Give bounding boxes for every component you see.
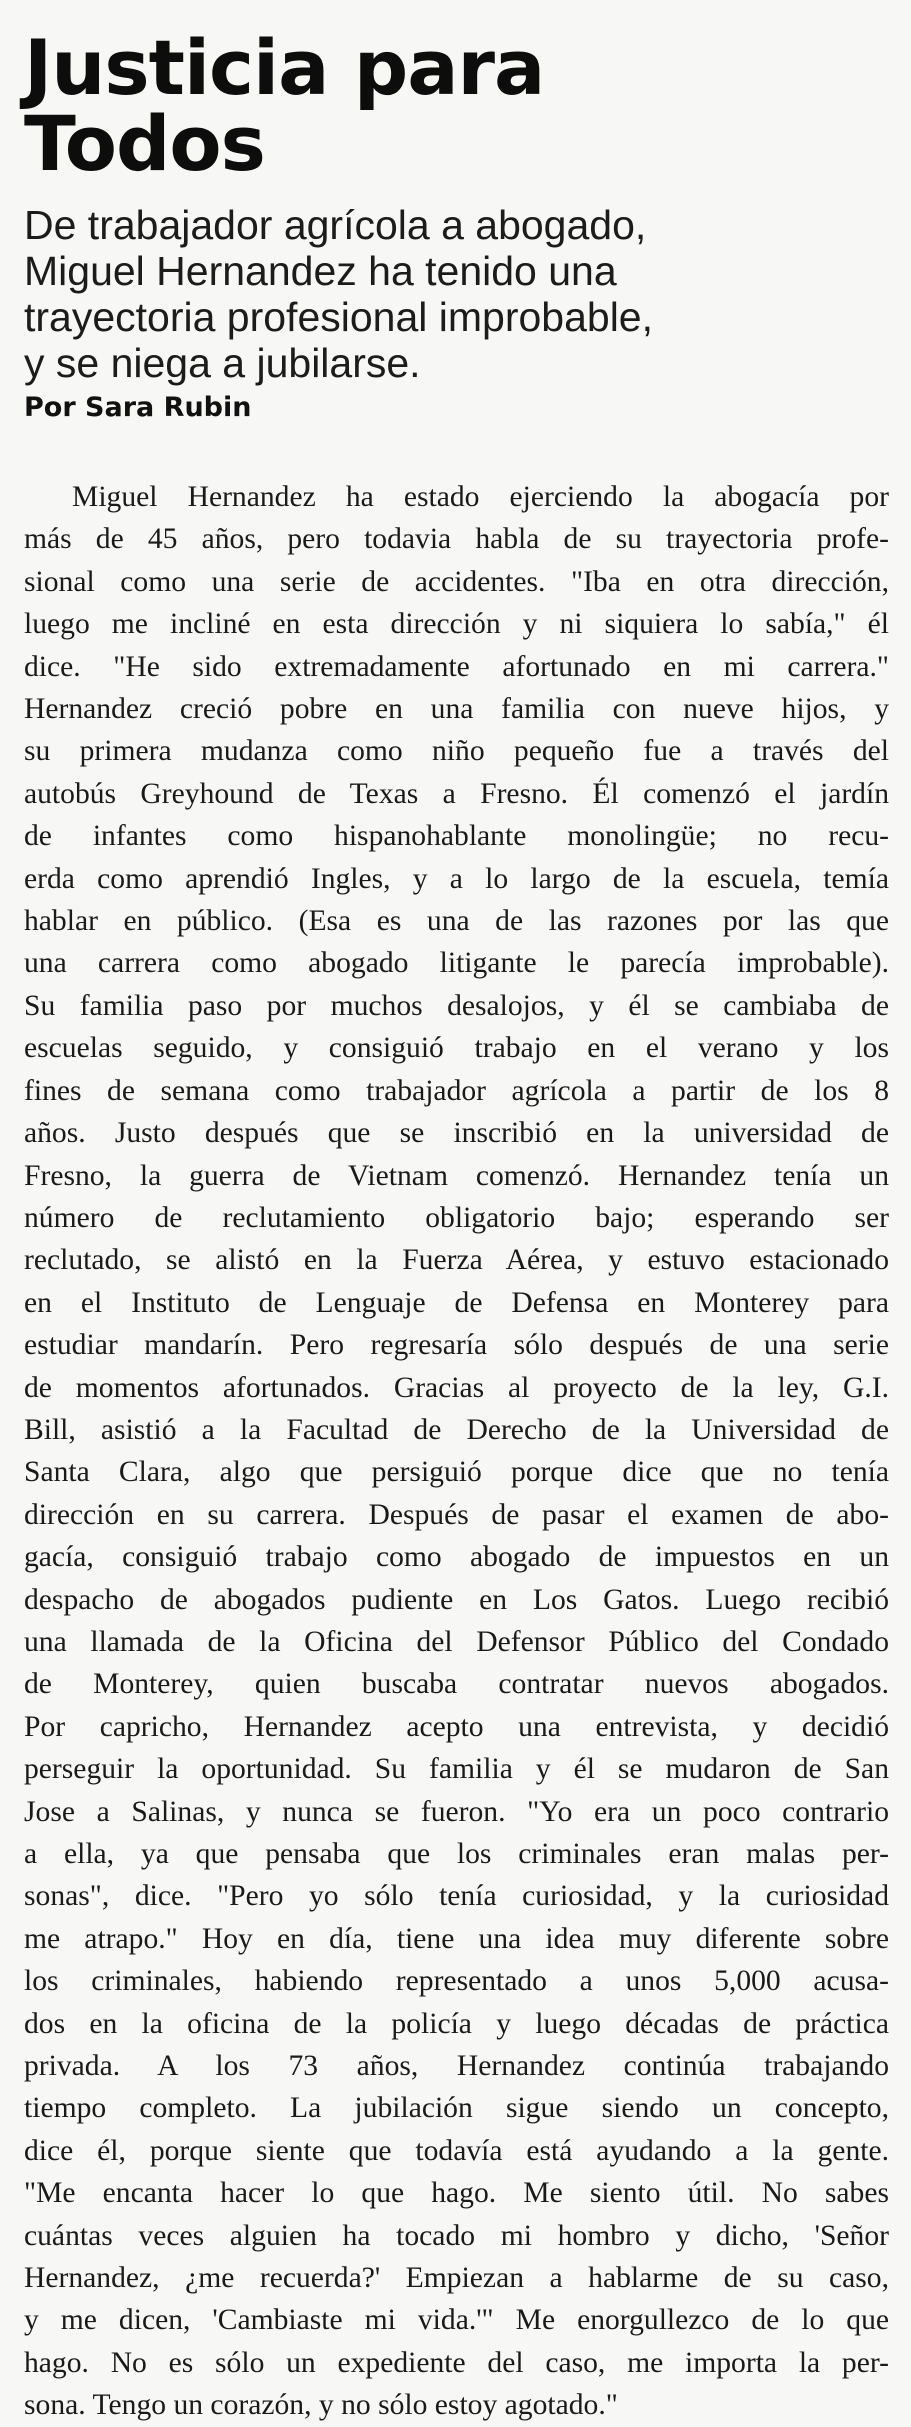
- body-line: Hernandez, ¿me recuerda?' Empiezan a hablarme de su caso,: [24, 2262, 889, 2295]
- body-line: una llamada de la Oficina del Defensor Público del Condado: [24, 1625, 889, 1658]
- body-line: de Monterey, quien buscaba contratar nuevos abogados.: [24, 1668, 889, 1701]
- body-line: Hernandez creció pobre en una familia con nueve hijos, y: [24, 693, 889, 726]
- body-line: erda como aprendió Ingles, y a lo largo de la escuela, temía: [24, 862, 889, 895]
- body-line: de momentos afortunados. Gracias al proyecto de la ley, G.I.: [24, 1371, 889, 1404]
- article-dek: [24, 202, 889, 386]
- body-line: una carrera como abogado litigante le parecía improbable).: [24, 947, 889, 980]
- body-line: sona. Tengo un corazón, y no sólo estoy agotado.": [24, 2389, 618, 2422]
- dek-line: Miguel Hernandez ha tenido una: [24, 248, 617, 294]
- body-line: sonas", dice. "Pero yo sólo tenía curiosidad, y la curiosidad: [24, 1880, 889, 1913]
- body-line: y me dicen, 'Cambiaste mi vida.'" Me enorgullezco de lo que: [24, 2304, 889, 2337]
- dek-line: y se niega a jubilarse.: [24, 340, 421, 386]
- body-line: dice. "He sido extremadamente afortunado en mi carrera.": [24, 650, 889, 683]
- body-line: los criminales, habiendo representado a unos 5,000 acusa-: [24, 1965, 889, 1998]
- body-line: a ella, ya que pensaba que los criminales eran malas per-: [24, 1838, 889, 1870]
- body-line: luego me incliné en esta dirección y ni siquiera lo sabía," él: [24, 608, 889, 641]
- body-line: me atrapo." Hoy en día, tiene una idea muy diferente sobre: [24, 1922, 889, 1955]
- body-line: hablar en público. (Esa es una de las razones por las que: [24, 905, 889, 938]
- body-line: Su familia paso por muchos desalojos, y él se cambiaba de: [24, 989, 889, 1022]
- body-line: tiempo completo. La jubilación sigue siendo un concepto,: [24, 2092, 889, 2125]
- body-line: Miguel Hernandez ha estado ejerciendo la abogacía por: [72, 481, 889, 513]
- body-line: Santa Clara, algo que persiguió porque dice que no tenía: [24, 1456, 889, 1489]
- body-line: Bill, asistió a la Facultad de Derecho de la Universidad de: [24, 1413, 889, 1446]
- headline-line: Todos: [24, 99, 265, 188]
- headline-line: Justicia para: [24, 23, 545, 112]
- body-line: fines de semana como trabajador agrícola a partir de los 8: [24, 1074, 889, 1107]
- body-line: dos en la oficina de la policía y luego décadas de práctica: [24, 2007, 889, 2040]
- body-line: de infantes como hispanohablante monolingüe; no recu-: [24, 820, 889, 853]
- article-headline: [24, 23, 889, 188]
- body-line: perseguir la oportunidad. Su familia y él se mudaron de San: [24, 1753, 889, 1786]
- body-line: número de reclutamiento obligatorio bajo; esperando ser: [24, 1201, 889, 1234]
- body-line: escuelas seguido, y consiguió trabajo en el verano y los: [24, 1032, 889, 1065]
- body-line: autobús Greyhound de Texas a Fresno. Él comenzó el jardín: [24, 777, 889, 810]
- body-line: privada. A los 73 años, Hernandez continúa trabajando: [24, 2050, 889, 2083]
- dek-line: trayectoria profesional improbable,: [24, 294, 653, 340]
- body-line: sional como una serie de accidentes. "Iba en otra dirección,: [24, 565, 889, 598]
- article-body: [24, 476, 889, 2427]
- body-line: dice él, porque siente que todavía está ayudando a la gente.: [24, 2134, 889, 2167]
- body-line: despacho de abogados pudiente en Los Gatos. Luego recibió: [24, 1583, 889, 1616]
- article-byline: Por Sara Rubin: [24, 392, 252, 423]
- body-line: gacía, consiguió trabajo como abogado de impuestos en un: [24, 1541, 889, 1574]
- body-line: más de 45 años, pero todavia habla de su trayectoria profe-: [24, 523, 889, 556]
- body-line: su primera mudanza como niño pequeño fue a través del: [24, 735, 889, 768]
- body-line: dirección en su carrera. Después de pasar el examen de abo-: [24, 1498, 889, 1531]
- dek-line: De trabajador agrícola a abogado,: [24, 202, 647, 248]
- body-line: cuántas veces alguien ha tocado mi hombro y dicho, 'Señor: [24, 2219, 889, 2252]
- body-line: Jose a Salinas, y nunca se fueron. "Yo era un poco contrario: [24, 1795, 889, 1828]
- body-line: en el Instituto de Lenguaje de Defensa en Monterey para: [24, 1286, 889, 1319]
- body-line: hago. No es sólo un expediente del caso, me importa la per-: [24, 2346, 889, 2379]
- body-line: "Me encanta hacer lo que hago. Me siento útil. No sabes: [24, 2177, 889, 2210]
- body-line: reclutado, se alistó en la Fuerza Aérea, y estuvo estacionado: [24, 1244, 889, 1277]
- body-line: años. Justo después que se inscribió en la universidad de: [24, 1117, 889, 1150]
- body-line: Por capricho, Hernandez acepto una entrevista, y decidió: [24, 1710, 889, 1743]
- body-line: Fresno, la guerra de Vietnam comenzó. Hernandez tenía un: [24, 1159, 889, 1192]
- body-line: estudiar mandarín. Pero regresaría sólo después de una serie: [24, 1329, 889, 1362]
